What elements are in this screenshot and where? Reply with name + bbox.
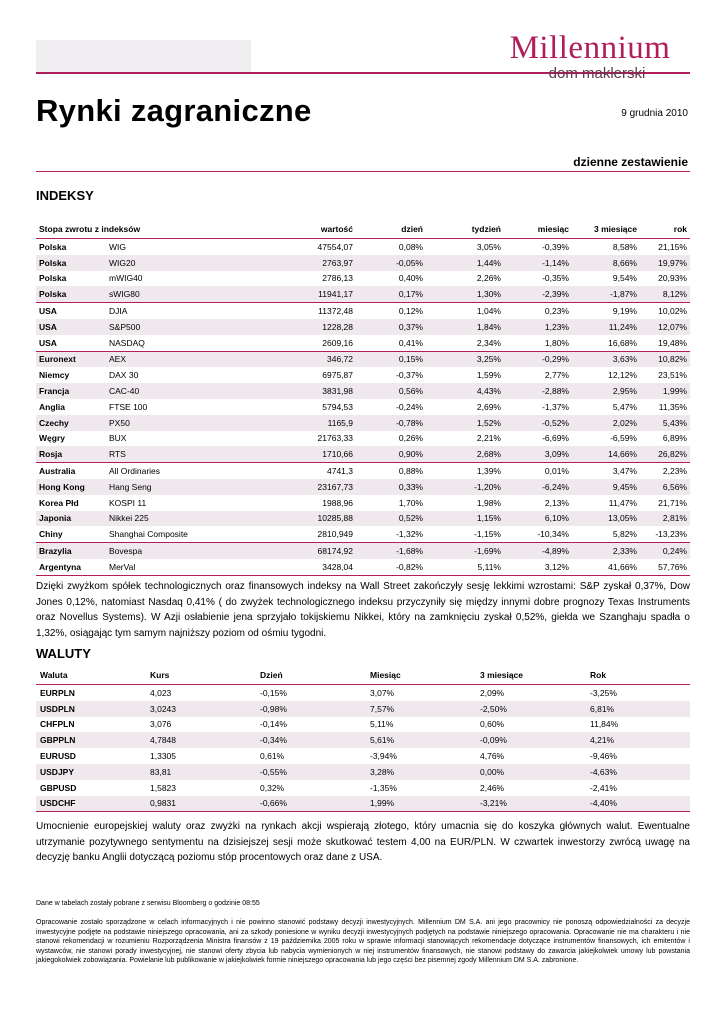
day-cell: 0,37% [356, 319, 426, 335]
col-header-3months: 3 miesiące [572, 220, 640, 239]
country-cell: USA [36, 319, 106, 335]
col-header-3months: 3 miesiące [476, 666, 586, 685]
table-row [36, 286, 690, 302]
year-cell: 57,76% [640, 559, 690, 575]
currencies-commentary: Umocnienie europejskiej waluty oraz zwyżki na rynkach akcji wspierają złotego, który umacnia się do koszyka głównych walut. Ewentualne utrzymanie pozytywnego sentymentu na dzisiejszej sesji może skutkować testem 4,00 na EUR/PLN. W czwartek inwestorzy zwrócą uwagę na decyzję banku Anglii dotyczącą poziomu stóp procentowych oraz dane z USA. [36, 821, 690, 863]
day-cell: 1,70% [398, 497, 423, 508]
index-name-cell: sWIG80 [106, 286, 246, 302]
year-cell: 8,12% [640, 286, 690, 302]
value-cell: 2786,13 [322, 273, 353, 284]
day-cell: 0,15% [356, 351, 426, 367]
year-cell: 4,21% [586, 732, 690, 748]
year-cell: -4,40% [586, 796, 690, 812]
table-row [36, 717, 690, 733]
rate-cell: 4,7848 [146, 732, 256, 748]
indices-commentary: Dzięki zwyżkom spółek technologicznych oraz finansowych indeksy na Wall Street zakończyły sesję lekkimi wzrostami: S&P zyskał 0,37%, Dow Jones 0,12%, natomiast Nasdaq 0,41% ( do zwyżek technologicznego indeksu przyczyniły się między innymi dobre prognozy Texas Instruments oraz Novellus Systems). W Azji osłabienie jena sprzyjało tokijskiemu Nikkei, który na zamknięciu zyskał 0,52%, giełda we Szanghaju spadła o 1,32%, osiągając tym samym najniższy poziom od ośmiu tygodni. [36, 581, 690, 639]
value-cell: 6975,87 [322, 370, 353, 381]
month-cell: -0,52% [504, 415, 572, 431]
year-cell: 2,23% [640, 463, 690, 479]
country-cell: Hong Kong [36, 479, 106, 495]
day-cell: 0,32% [260, 782, 285, 793]
subtitle-rule [36, 171, 690, 172]
month-cell: -10,34% [537, 529, 569, 540]
three-month-cell: 9,54% [612, 273, 637, 284]
month-cell: 1,99% [366, 796, 476, 812]
index-name-cell: S&P500 [106, 319, 246, 335]
header-decor-box [36, 40, 251, 74]
week-cell: 4,43% [426, 383, 504, 399]
week-cell: -1,15% [474, 529, 501, 540]
value-cell: 4741,3 [246, 463, 356, 479]
index-name-cell: Hang Seng [106, 479, 246, 495]
value-cell: 3831,98 [246, 383, 356, 399]
rate-cell: 1,3305 [150, 751, 176, 762]
day-cell: 0,17% [356, 286, 426, 302]
month-cell: 6,10% [504, 511, 572, 527]
report-subtitle: dzienne zestawienie [573, 155, 688, 169]
year-cell: 6,89% [662, 433, 687, 444]
millennium-logo [490, 30, 690, 82]
three-month-cell: 16,68% [608, 337, 637, 348]
country-cell: Polska [36, 286, 106, 302]
table-row [36, 559, 690, 575]
table-row [36, 351, 690, 367]
year-cell: -13,23% [655, 529, 687, 540]
day-cell: -0,78% [356, 415, 426, 431]
year-cell: 21,15% [658, 241, 687, 252]
three-month-cell: 0,60% [480, 719, 505, 730]
country-cell: Japonia [36, 511, 106, 527]
day-cell: -0,98% [256, 701, 366, 717]
month-cell: 3,28% [366, 764, 476, 780]
year-cell: 21,71% [658, 497, 687, 508]
country-cell: Anglia [39, 401, 65, 412]
table-row [36, 479, 690, 495]
three-month-cell: 2,33% [572, 543, 640, 559]
country-cell: Argentyna [36, 559, 106, 575]
country-cell: Euronext [36, 351, 106, 367]
day-cell: 0,26% [398, 433, 423, 444]
pair-cell: GBPPLN [36, 732, 146, 748]
month-cell: -1,14% [504, 255, 572, 271]
three-month-cell: 12,12% [608, 370, 637, 381]
three-month-cell: 3,47% [572, 463, 640, 479]
country-cell: Polska [39, 273, 67, 284]
index-name-cell: FTSE 100 [109, 401, 148, 412]
country-cell: Polska [39, 241, 67, 252]
year-cell: 12,07% [640, 319, 690, 335]
table-row [36, 764, 690, 780]
index-name-cell: DJIA [106, 303, 246, 319]
value-cell: 5794,53 [322, 401, 353, 412]
source-note: Dane w tabelach zostały pobrane z serwisu Bloomberg o godzinie 08:55 [36, 900, 260, 907]
year-cell: 10,02% [640, 303, 690, 319]
table-row [36, 367, 690, 383]
day-cell: 0,33% [356, 479, 426, 495]
page-title: Rynki zagraniczne [36, 93, 312, 128]
day-cell: 0,41% [398, 337, 423, 348]
table-row [36, 511, 690, 527]
three-month-cell: -3,21% [476, 796, 586, 812]
index-name-cell: CAC-40 [106, 383, 246, 399]
indices-table [36, 220, 690, 576]
country-cell: Francja [36, 383, 106, 399]
col-header-name: Stopa zwrotu z indeksów [36, 220, 246, 239]
day-cell: -1,32% [396, 529, 423, 540]
year-cell: -2,41% [590, 782, 617, 793]
day-cell: -0,66% [256, 796, 366, 812]
table-row [36, 431, 690, 447]
three-month-cell: 8,66% [572, 255, 640, 271]
year-cell: -9,46% [590, 751, 617, 762]
rate-cell: 4,023 [150, 687, 172, 698]
month-cell: 2,13% [544, 497, 569, 508]
week-cell: -1,69% [426, 543, 504, 559]
month-cell: -3,94% [370, 751, 397, 762]
year-cell: 6,56% [640, 479, 690, 495]
three-month-cell: 41,66% [572, 559, 640, 575]
month-cell: 0,23% [504, 303, 572, 319]
day-cell: 0,12% [356, 303, 426, 319]
table-row [36, 319, 690, 335]
col-header-pair: Waluta [36, 666, 146, 685]
value-cell: 2810,949 [317, 529, 353, 540]
three-month-cell: 2,02% [572, 415, 640, 431]
value-cell: 1710,66 [246, 446, 356, 462]
table-row [36, 685, 690, 701]
three-month-cell: 5,82% [612, 529, 637, 540]
week-cell: 1,84% [426, 319, 504, 335]
table-row [36, 526, 690, 542]
month-cell: -2,88% [504, 383, 572, 399]
year-cell: 0,24% [640, 543, 690, 559]
pair-cell: USDCHF [36, 796, 146, 812]
index-name-cell: WIG20 [106, 255, 246, 271]
index-name-cell: PX50 [106, 415, 246, 431]
day-cell: -0,15% [260, 687, 287, 698]
day-cell: -0,14% [260, 719, 287, 730]
col-header-value: wartość [246, 220, 356, 239]
value-cell: 2763,97 [246, 255, 356, 271]
table-row [36, 335, 690, 351]
day-cell: 0,61% [260, 751, 285, 762]
value-cell: 11941,17 [246, 286, 356, 302]
col-header-day: dzień [356, 220, 426, 239]
year-cell: 19,48% [658, 337, 687, 348]
pair-cell: CHFPLN [40, 719, 75, 730]
three-month-cell: 9,19% [572, 303, 640, 319]
country-cell: Korea Płd [39, 497, 79, 508]
year-cell: 6,81% [586, 701, 690, 717]
three-month-cell: 9,45% [572, 479, 640, 495]
week-cell: -1,20% [426, 479, 504, 495]
three-month-cell: -1,87% [572, 286, 640, 302]
week-cell: 3,05% [476, 241, 501, 252]
day-cell: -0,34% [256, 732, 366, 748]
table-row [36, 796, 690, 812]
three-month-cell: 14,66% [572, 446, 640, 462]
month-cell: -0,39% [542, 241, 569, 252]
three-month-cell: 11,24% [572, 319, 640, 335]
index-name-cell: AEX [106, 351, 246, 367]
day-cell: 0,90% [356, 446, 426, 462]
day-cell: 0,08% [398, 241, 423, 252]
col-header-year: Rok [586, 666, 690, 685]
value-cell: 23167,73 [246, 479, 356, 495]
week-cell: 1,15% [426, 511, 504, 527]
index-name-cell: DAX 30 [109, 370, 139, 381]
country-cell: Węgry [39, 433, 65, 444]
week-cell: 5,11% [426, 559, 504, 575]
three-month-cell: 4,76% [480, 751, 505, 762]
month-cell: 1,80% [544, 337, 569, 348]
index-name-cell: Nikkei 225 [106, 511, 246, 527]
month-cell: 0,01% [504, 463, 572, 479]
month-cell: -1,37% [542, 401, 569, 412]
table-row [36, 495, 690, 511]
week-cell: 2,68% [426, 446, 504, 462]
three-month-cell: 8,58% [612, 241, 637, 252]
month-cell: 3,09% [504, 446, 572, 462]
rate-cell: 0,9831 [146, 796, 256, 812]
disclaimer: Opracowanie zostało sporządzone w celach informacyjnych i nie powinno stanowić podstawy decyzji inwestycyjnych. Millennium DM S.A. ani jego pracownicy nie ponoszą odpowiedzialności za decyzje inwestycyjne podjęte na podstawie niniejszego opracowania, ani za szkody poniesione w wyniku decyzji inwestycyjnych podjętych na podstawie niniejszego opracowania. Opracowanie nie ma charakteru i nie stanowi rekomendacji w rozumieniu Rozporządzenia Ministra finansów z 19 października 2005 roku w sprawie informacji stanowiących rekomendacje dotyczące instrumentów finansowych, ich emitentów i wystawców, nie stanowi porady inwestycyjnej, nie stanowi oferty zbycia lub nabycia wymienionych w niej instrumentów finansowych, nie stanowi podstawy do zawarcia jakiejkolwiek umowy lub powstania jakiegokolwiek zobowiązania. Powielanie lub publikowanie w jakiejkolwiek formie niniejszego opracowania lub jego części bez pisemnej zgody Millennium DM S.A. zabronione. [36, 919, 690, 964]
day-cell: -0,05% [356, 255, 426, 271]
day-cell: 0,52% [356, 511, 426, 527]
country-cell: Rosja [36, 446, 106, 462]
country-cell: Chiny [39, 529, 63, 540]
day-cell: -0,82% [356, 559, 426, 575]
year-cell: 11,35% [658, 401, 687, 412]
month-cell: 2,77% [544, 370, 569, 381]
indices-heading: INDEKSY [36, 188, 94, 203]
value-cell: 47554,07 [317, 241, 353, 252]
table-row [36, 780, 690, 796]
three-month-cell: 5,47% [612, 401, 637, 412]
three-month-cell: 0,00% [476, 764, 586, 780]
three-month-cell: 2,95% [572, 383, 640, 399]
month-cell: 1,23% [504, 319, 572, 335]
year-cell: 5,43% [640, 415, 690, 431]
value-cell: 21763,33 [317, 433, 353, 444]
logo-name: Millennium [509, 30, 671, 66]
value-cell: 68174,92 [246, 543, 356, 559]
week-cell: 1,44% [426, 255, 504, 271]
year-cell: 20,93% [658, 273, 687, 284]
year-cell: 26,82% [640, 446, 690, 462]
country-cell: Australia [36, 463, 106, 479]
pair-cell: GBPUSD [40, 782, 77, 793]
month-cell: 5,61% [366, 732, 476, 748]
month-cell: 3,07% [370, 687, 395, 698]
day-cell: -0,24% [396, 401, 423, 412]
month-cell: 7,57% [366, 701, 476, 717]
col-header-year: rok [640, 220, 690, 239]
week-cell: 2,69% [476, 401, 501, 412]
table-row [36, 255, 690, 271]
day-cell: 0,56% [356, 383, 426, 399]
index-name-cell: All Ordinaries [106, 463, 246, 479]
table-row [36, 303, 690, 319]
month-cell: -0,29% [504, 351, 572, 367]
pair-cell: USDJPY [36, 764, 146, 780]
month-cell: -6,69% [542, 433, 569, 444]
three-month-cell: 3,63% [572, 351, 640, 367]
week-cell: 2,21% [476, 433, 501, 444]
indices-header-row [36, 220, 690, 239]
table-row [36, 271, 690, 287]
report-date: 9 grudnia 2010 [621, 108, 688, 119]
value-cell: 3428,04 [246, 559, 356, 575]
country-cell: Brazylia [36, 543, 106, 559]
col-header-day: Dzień [256, 666, 366, 685]
three-month-cell: 2,09% [480, 687, 505, 698]
currencies-header-row [36, 666, 690, 685]
index-name-cell: MerVal [106, 559, 246, 575]
three-month-cell: -0,09% [476, 732, 586, 748]
table-row [36, 415, 690, 431]
value-cell: 1165,9 [246, 415, 356, 431]
month-cell: 3,12% [504, 559, 572, 575]
week-cell: 3,25% [426, 351, 504, 367]
index-name-cell: mWIG40 [109, 273, 143, 284]
week-cell: 2,26% [476, 273, 501, 284]
day-cell: 0,88% [356, 463, 426, 479]
day-cell: -0,37% [396, 370, 423, 381]
country-cell: USA [39, 337, 57, 348]
value-cell: 11372,48 [246, 303, 356, 319]
day-cell: -0,55% [256, 764, 366, 780]
country-cell: USA [36, 303, 106, 319]
week-cell: 1,30% [426, 286, 504, 302]
country-cell: Polska [36, 255, 106, 271]
index-name-cell: BUX [109, 433, 127, 444]
value-cell: 2609,16 [322, 337, 353, 348]
month-cell: 5,11% [370, 719, 394, 730]
rate-cell: 3,0243 [146, 701, 256, 717]
index-name-cell: RTS [106, 446, 246, 462]
week-cell: 2,34% [476, 337, 501, 348]
table-row [36, 383, 690, 399]
year-cell: 1,99% [640, 383, 690, 399]
index-name-cell: Bovespa [106, 543, 246, 559]
month-cell: -4,89% [504, 543, 572, 559]
three-month-cell: 11,47% [608, 497, 637, 508]
three-month-cell: -2,50% [476, 701, 586, 717]
col-header-month: Miesiąc [366, 666, 476, 685]
month-cell: -1,35% [370, 782, 397, 793]
year-cell: 10,82% [640, 351, 690, 367]
week-cell: 1,04% [426, 303, 504, 319]
col-header-week: tydzień [426, 220, 504, 239]
three-month-cell: -6,59% [610, 433, 637, 444]
index-name-cell: WIG [109, 241, 126, 252]
pair-cell: EURUSD [40, 751, 76, 762]
currencies-table [36, 666, 690, 812]
country-cell: Niemcy [39, 370, 70, 381]
year-cell: 2,81% [640, 511, 690, 527]
table-row [36, 446, 690, 462]
day-cell: 0,40% [398, 273, 423, 284]
table-row [36, 543, 690, 559]
year-cell: -3,25% [590, 687, 617, 698]
three-month-cell: 2,46% [480, 782, 505, 793]
index-name-cell: KOSPI 11 [109, 497, 147, 508]
week-cell: 1,98% [476, 497, 501, 508]
col-header-month: miesiąc [504, 220, 572, 239]
value-cell: 346,72 [246, 351, 356, 367]
rate-cell: 3,076 [150, 719, 172, 730]
pair-cell: EURPLN [40, 687, 75, 698]
week-cell: 1,52% [426, 415, 504, 431]
year-cell: -4,63% [586, 764, 690, 780]
month-cell: -0,35% [542, 273, 569, 284]
rate-cell: 1,5823 [150, 782, 176, 793]
week-cell: 1,39% [426, 463, 504, 479]
logo-subtitle: dom maklerski [548, 65, 646, 82]
country-cell: Czechy [36, 415, 106, 431]
value-cell: 1988,96 [322, 497, 353, 508]
week-cell: 1,59% [476, 370, 501, 381]
day-cell: -1,68% [356, 543, 426, 559]
rate-cell: 83,81 [146, 764, 256, 780]
table-row [36, 701, 690, 717]
year-cell: 19,97% [640, 255, 690, 271]
month-cell: -2,39% [504, 286, 572, 302]
index-name-cell: NASDAQ [109, 337, 145, 348]
three-month-cell: 13,05% [572, 511, 640, 527]
table-row [36, 399, 690, 415]
pair-cell: USDPLN [36, 701, 146, 717]
year-cell: 23,51% [658, 370, 687, 381]
currencies-heading: WALUTY [36, 646, 91, 661]
table-row [36, 748, 690, 764]
value-cell: 1228,28 [246, 319, 356, 335]
value-cell: 10285,88 [246, 511, 356, 527]
table-row [36, 463, 690, 479]
index-name-cell: Shanghai Composite [109, 529, 188, 540]
col-header-rate: Kurs [146, 666, 256, 685]
year-cell: 11,84% [590, 719, 619, 730]
month-cell: -6,24% [504, 479, 572, 495]
table-row [36, 732, 690, 748]
table-row [36, 239, 690, 255]
